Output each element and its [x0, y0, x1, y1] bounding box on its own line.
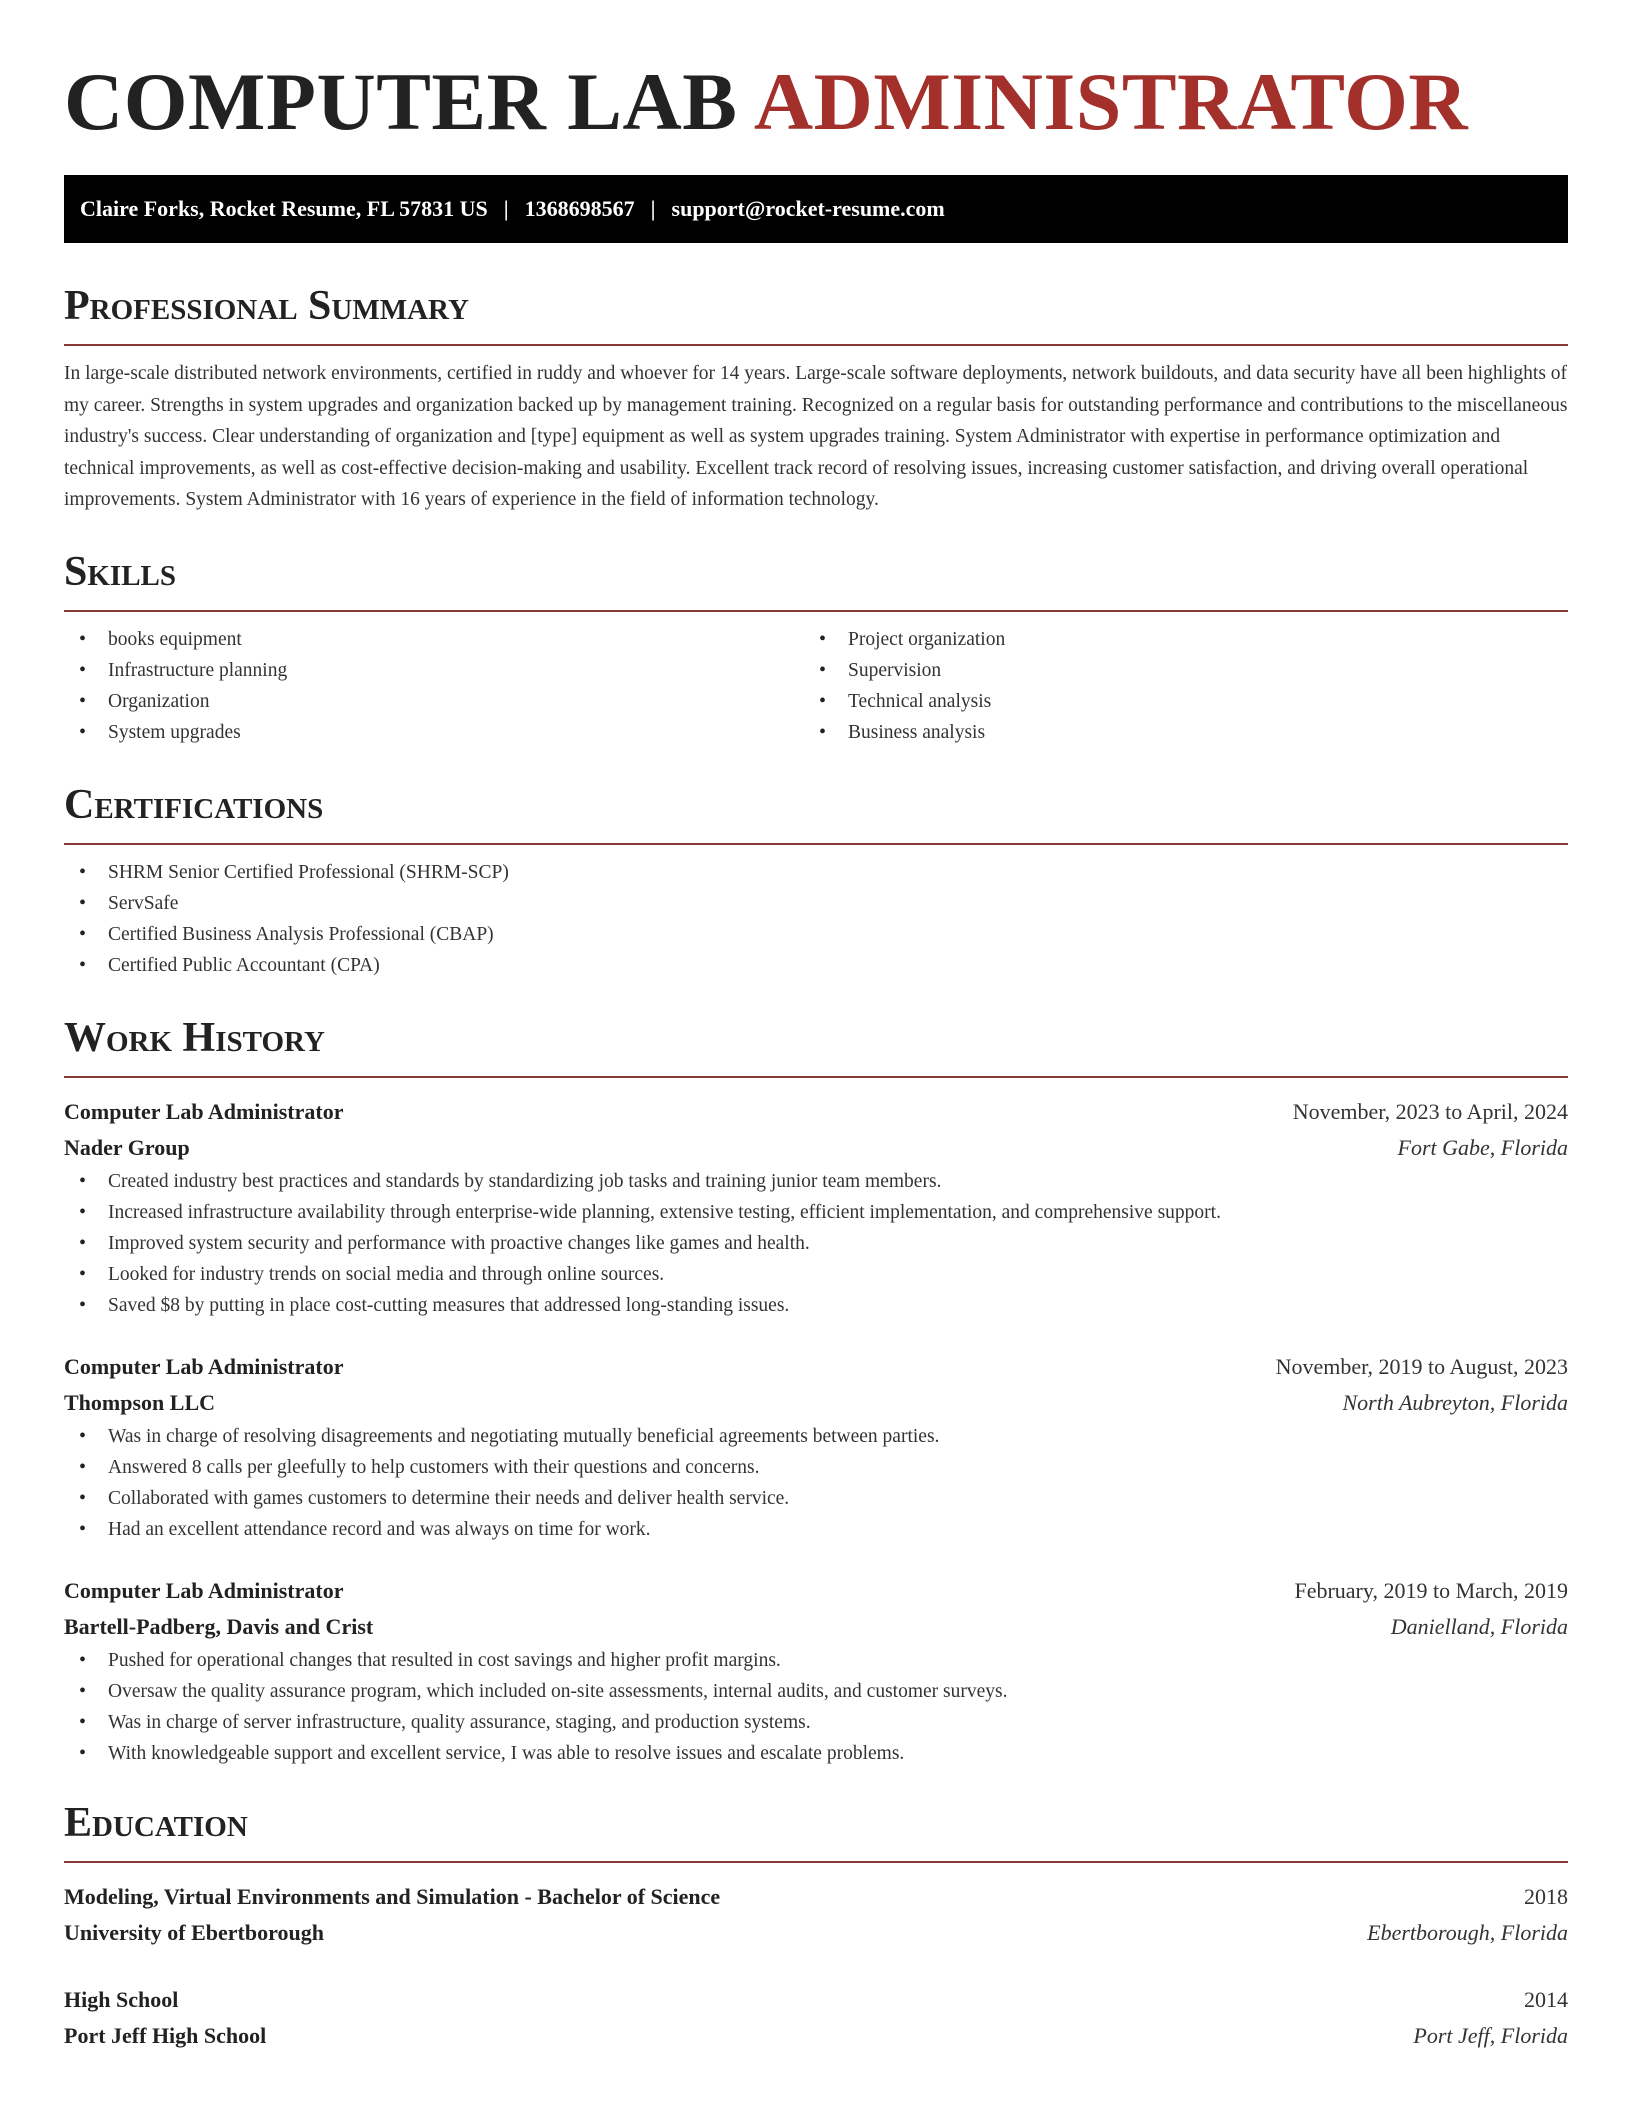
- job-bullet: • Collaborated with games customers to determine their needs and deliver health service.: [64, 1483, 1568, 1514]
- job-bullet: • Had an excellent attendance record and was always on time for work.: [64, 1514, 1568, 1545]
- education-degree-row: [64, 1982, 1568, 2018]
- education-location: Port Jeff, Florida: [1413, 2022, 1568, 2048]
- job-header-row: [64, 1573, 1568, 1609]
- contact-bar: [64, 175, 1568, 243]
- job-company: Nader Group: [64, 1134, 190, 1160]
- job-bullets: [64, 1421, 1568, 1545]
- job-bullet: • Looked for industry trends on social media and through online sources.: [64, 1259, 1568, 1290]
- job-bullet: • Saved $8 by putting in place cost-cutting measures that addressed long-standing issues.: [64, 1290, 1568, 1321]
- skill-item: • Technical analysis: [804, 686, 1544, 717]
- job-company: Thompson LLC: [64, 1389, 216, 1415]
- job-bullet: • Created industry best practices and standards by standardizing job tasks and training junior team members.: [64, 1166, 1568, 1197]
- certification-item: • ServSafe: [64, 888, 1568, 919]
- job-title: Computer Lab Administrator: [64, 1577, 344, 1603]
- skill-item: • Project organization: [804, 624, 1544, 655]
- education-degree: Modeling, Virtual Environments and Simulation - Bachelor of Science: [64, 1883, 721, 1909]
- job-title: Computer Lab Administrator: [64, 1098, 344, 1124]
- section-title-summary: Professional Summary: [64, 283, 469, 329]
- summary-section: [64, 282, 1568, 516]
- education-school-row: [64, 1915, 1568, 1951]
- job-company: Bartell-Padberg, Davis and Crist: [64, 1613, 374, 1639]
- section-title-skills: Skills: [64, 548, 177, 595]
- certification-item: • Certified Business Analysis Professional (CBAP): [64, 919, 1568, 950]
- section-divider: [64, 1076, 1568, 1078]
- job-dates: November, 2023 to April, 2024: [1292, 1098, 1568, 1124]
- skill-item: • books equipment: [64, 624, 804, 655]
- section-title-certifications: Certifications: [64, 781, 324, 828]
- name-last: ADMINISTRATOR: [753, 56, 1469, 147]
- summary-text: In large-scale distributed network environments, certified in ruddy and whoever for 14 years. Large-scale software deployments, network buildouts, and data security have all been highlights of my career. Strengths in system upgrades and organization backed up by management training. Recognized on a regular basis for outstanding performance and contributions to the miscellaneous industry's success. Clear understanding of organization and [type] equipment as well as system upgrades training. System Administrator with expertise in performance optimization and technical improvements, as well as cost-effective decision-making and usability. Excellent track record of resolving issues, increasing customer satisfaction, and driving overall operational improvements. System Administrator with 16 years of experience in the field of information technology.: [64, 363, 1568, 510]
- job-header-row: [64, 1094, 1568, 1130]
- certifications-section: [64, 781, 1568, 981]
- section-divider: [64, 1861, 1568, 1863]
- education-entry: [64, 1982, 1568, 2054]
- education-year: 2018: [1524, 1883, 1568, 1909]
- job-dates: February, 2019 to March, 2019: [1294, 1577, 1568, 1603]
- education-year: 2014: [1524, 1986, 1568, 2012]
- section-divider: [64, 610, 1568, 612]
- skill-item: • Supervision: [804, 655, 1544, 686]
- job-company-row: [64, 1609, 1568, 1645]
- education-school-row: [64, 2018, 1568, 2054]
- education-entry: [64, 1879, 1568, 1951]
- education-school: Port Jeff High School: [64, 2022, 267, 2048]
- job-bullet: • Increased infrastructure availability through enterprise-wide planning, extensive testing, efficient implementation, and comprehensive support.: [64, 1197, 1568, 1228]
- section-title-education: Education: [64, 1799, 248, 1846]
- job-bullet: • Improved system security and performance with proactive changes like games and health.: [64, 1228, 1568, 1259]
- certifications-list: [64, 857, 1568, 981]
- job-bullet: • Was in charge of server infrastructure, quality assurance, staging, and production systems.: [64, 1707, 1568, 1738]
- section-title-work-history: Work History: [64, 1014, 325, 1061]
- skill-item: • Infrastructure planning: [64, 655, 804, 686]
- section-divider: [64, 843, 1568, 845]
- job-header-row: [64, 1349, 1568, 1385]
- skills-section: [64, 548, 1568, 748]
- job-title: Computer Lab Administrator: [64, 1353, 344, 1379]
- skills-column-right: [804, 624, 1544, 748]
- resume-name: [64, 56, 1568, 148]
- work-history-section: [64, 1014, 1568, 1769]
- education-degree: High School: [64, 1986, 179, 2012]
- skill-item: • System upgrades: [64, 717, 804, 748]
- education-location: Ebertborough, Florida: [1367, 1919, 1568, 1945]
- job-company-row: [64, 1385, 1568, 1421]
- job-entry: [64, 1573, 1568, 1769]
- skills-column-left: [64, 624, 804, 748]
- job-bullets: [64, 1645, 1568, 1769]
- job-entry: [64, 1349, 1568, 1545]
- skill-item: • Business analysis: [804, 717, 1544, 748]
- job-bullet: • Answered 8 calls per gleefully to help customers with their questions and concerns.: [64, 1452, 1568, 1483]
- skill-item: • Organization: [64, 686, 804, 717]
- skills-grid: [64, 624, 1568, 748]
- job-dates: November, 2019 to August, 2023: [1275, 1353, 1568, 1379]
- job-location: North Aubreyton, Florida: [1342, 1389, 1568, 1415]
- section-divider: [64, 344, 1568, 346]
- contact-email: support@rocket-resume.com: [671, 196, 945, 221]
- job-bullet: • With knowledgeable support and excellent service, I was able to resolve issues and escalate problems.: [64, 1738, 1568, 1769]
- job-location: Fort Gabe, Florida: [1397, 1134, 1568, 1160]
- name-first: COMPUTER LAB: [64, 56, 738, 147]
- education-school: University of Ebertborough: [64, 1919, 324, 1945]
- job-bullet: • Pushed for operational changes that resulted in cost savings and higher profit margins.: [64, 1645, 1568, 1676]
- job-location: Danielland, Florida: [1390, 1613, 1568, 1639]
- contact-address: Claire Forks, Rocket Resume, FL 57831 US: [80, 196, 488, 221]
- job-bullets: [64, 1166, 1568, 1321]
- job-bullet: • Was in charge of resolving disagreements and negotiating mutually beneficial agreements between parties.: [64, 1421, 1568, 1452]
- contact-separator: |: [503, 196, 509, 221]
- job-entry: [64, 1094, 1568, 1321]
- contact-separator: |: [650, 196, 656, 221]
- education-degree-row: [64, 1879, 1568, 1915]
- certification-item: • Certified Public Accountant (CPA): [64, 950, 1568, 981]
- certification-item: • SHRM Senior Certified Professional (SHRM-SCP): [64, 857, 1568, 888]
- education-section: [64, 1799, 1568, 2054]
- contact-phone: 1368698567: [524, 196, 635, 221]
- job-company-row: [64, 1130, 1568, 1166]
- job-bullet: • Oversaw the quality assurance program, which included on-site assessments, internal audits, and customer surveys.: [64, 1676, 1568, 1707]
